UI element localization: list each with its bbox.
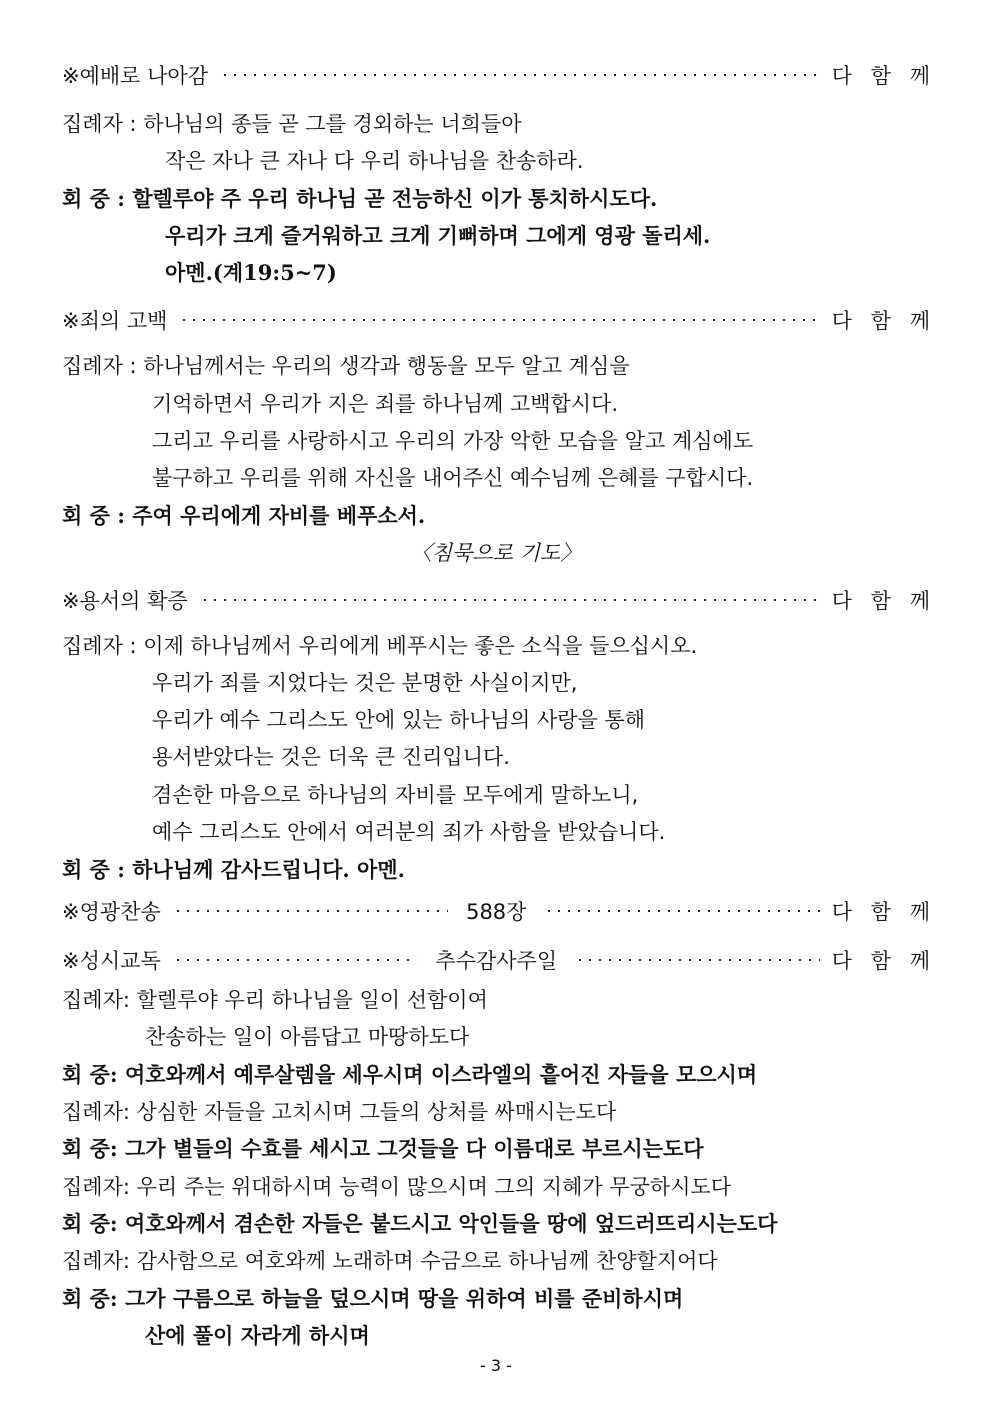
section-title: ※죄의 고백 <box>62 309 168 333</box>
silent-prayer-note: 〈침묵으로 기도〉 <box>410 541 582 565</box>
dot-leader <box>544 910 819 912</box>
reading-title: 추수감사주일 <box>435 949 558 973</box>
section-header-confession <box>62 305 936 335</box>
congregation-line-cont: 우리가 크게 즐거워하고 크게 기뻐하며 그에게 영광 돌리세. <box>165 223 711 248</box>
dot-leader <box>173 959 418 961</box>
hymn-number: 588장 <box>466 900 527 924</box>
section-title: ※예배로 나아감 <box>62 64 208 88</box>
section-header-responsive-reading <box>62 945 936 975</box>
leader-line-cont: 그리고 우리를 사랑하시고 우리의 가장 악한 모습을 알고 계심에도 <box>152 429 754 453</box>
leader-line: 집례자 : 하나님의 종들 곧 그를 경외하는 너희들아 <box>62 112 522 136</box>
section-participant: 다 함 께 <box>831 900 936 924</box>
leader-line: 집례자: 감사함으로 여호와께 노래하며 수금으로 하나님께 찬양할지어다 <box>62 1249 718 1273</box>
leader-line-cont: 찬송하는 일이 아름답고 마땅하도다 <box>145 1025 470 1049</box>
congregation-line: 회 중 : 할렐루야 주 우리 하나님 곧 전능하신 이가 통치하시도다. <box>62 186 658 211</box>
section-participant: 다 함 께 <box>831 64 936 88</box>
leader-line-cont: 예수 그리스도 안에서 여러분의 죄가 사함을 받았습니다. <box>152 820 666 844</box>
leader-line-cont: 우리가 예수 그리스도 안에 있는 하나님의 사랑을 통해 <box>152 708 646 732</box>
dot-leader <box>575 959 820 961</box>
section-participant: 다 함 께 <box>831 949 936 973</box>
leader-line: 집례자: 할렐루야 우리 하나님을 일이 선함이여 <box>62 988 488 1012</box>
leader-line: 집례자 : 하나님께서는 우리의 생각과 행동을 모두 알고 계심을 <box>62 354 630 378</box>
section-participant: 다 함 께 <box>831 589 936 613</box>
leader-line-cont: 용서받았다는 것은 더욱 큰 진리입니다. <box>152 745 510 769</box>
leader-line-cont: 불구하고 우리를 위해 자신을 내어주신 예수님께 은혜를 구합시다. <box>152 466 754 490</box>
congregation-line-cont: 산에 풀이 자라게 하시며 <box>145 1323 370 1348</box>
congregation-line: 회 중: 여호와께서 겸손한 자들은 붙드시고 악인들을 땅에 엎드러뜨리시는도다 <box>62 1211 778 1236</box>
congregation-line: 회 중 : 하나님께 감사드립니다. 아멘. <box>62 857 405 882</box>
dot-leader <box>173 910 448 912</box>
congregation-line: 회 중 : 주여 우리에게 자비를 베푸소서. <box>62 503 426 528</box>
section-participant: 다 함 께 <box>831 309 936 333</box>
leader-line: 집례자: 우리 주는 위대하시며 능력이 많으시며 그의 지혜가 무궁하시도다 <box>62 1175 732 1199</box>
section-header-call-to-worship <box>62 60 936 90</box>
congregation-line: 회 중: 여호와께서 예루살렘을 세우시며 이스라엘의 흩어진 자들을 모으시며 <box>62 1062 758 1087</box>
leader-line: 집례자: 상심한 자들을 고치시며 그들의 상처를 싸매시는도다 <box>62 1100 617 1124</box>
leader-line-cont: 겸손한 마음으로 하나님의 자비를 모두에게 말하노니, <box>152 783 639 807</box>
section-title: ※용서의 확증 <box>62 589 188 613</box>
section-header-doxology <box>62 896 936 926</box>
page-number: - 3 - <box>480 1356 512 1375</box>
congregation-line: 회 중: 그가 별들의 수효를 세시고 그것들을 다 이름대로 부르시는도다 <box>62 1136 704 1161</box>
leader-line-cont: 기억하면서 우리가 지은 죄를 하나님께 고백합시다. <box>152 392 619 416</box>
congregation-line: 회 중: 그가 구름으로 하늘을 덮으시며 땅을 위하여 비를 준비하시며 <box>62 1286 684 1311</box>
leader-line: 집례자 : 이제 하나님께서 우리에게 베푸시는 좋은 소식을 들으십시오. <box>62 634 698 658</box>
section-header-assurance <box>62 585 936 615</box>
dot-leader <box>220 74 820 76</box>
leader-line-cont: 우리가 죄를 지었다는 것은 분명한 사실이지만, <box>152 671 578 695</box>
congregation-line-cont: 아멘.(계19:5~7) <box>165 260 337 285</box>
section-title: ※영광찬송 <box>62 900 161 924</box>
section-title: ※성시교독 <box>62 949 161 973</box>
dot-leader <box>200 599 820 601</box>
leader-line-cont: 작은 자나 큰 자나 다 우리 하나님을 찬송하라. <box>165 149 584 173</box>
dot-leader <box>179 319 819 321</box>
